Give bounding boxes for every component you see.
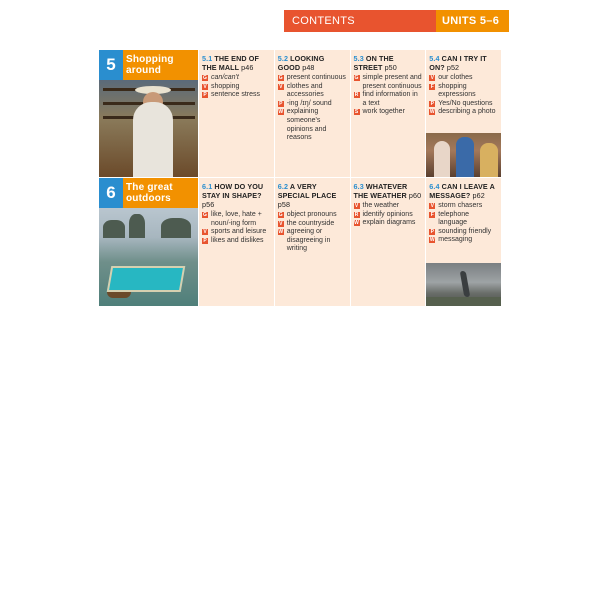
list-item: F shopping expressions — [430, 82, 476, 99]
writing-badge-icon: W — [278, 229, 284, 236]
list-item: S work together — [354, 108, 405, 116]
grammar-badge-icon: G — [203, 212, 207, 218]
lesson-6-3 — [350, 178, 426, 306]
lesson-6-4 — [425, 178, 501, 306]
lesson-6-1 — [198, 178, 274, 306]
unit-5-row — [99, 50, 501, 177]
lesson-title: 5.4 CAN I TRY IT ON? p52 — [429, 54, 487, 72]
pronunciation-badge-icon: P — [279, 100, 283, 107]
lesson-6-2 — [274, 178, 350, 306]
lesson-title: 5.1 THE END OF THE MALL p46 — [202, 54, 259, 72]
writing-badge-icon: W — [429, 109, 435, 116]
lesson-5-2 — [274, 50, 350, 177]
list-item: W agreeing or disagreeing in writing — [278, 228, 331, 253]
writing-badge-icon: W — [278, 109, 284, 116]
unit-5-label — [99, 50, 198, 177]
list-item: G present continuous — [278, 74, 346, 81]
lesson-title: 5.3 ON THE STREET p50 — [353, 54, 397, 72]
skills-badge-icon: S — [354, 109, 359, 116]
vocabulary-badge-icon: V — [430, 203, 434, 209]
vocabulary-badge-icon: V — [354, 203, 359, 209]
tornado-photo — [426, 263, 501, 306]
unit-title: The great outdoors — [123, 178, 198, 208]
unit-6-lessons — [198, 178, 501, 306]
list-item: W explain diagrams — [354, 219, 416, 227]
functional-badge-icon: F — [430, 83, 434, 90]
list-item: P -ing /ɪŋ/ sound — [279, 99, 332, 107]
reading-badge-icon: R — [354, 92, 359, 99]
unit-5-lessons — [198, 50, 501, 177]
list-item: V storm chasers — [430, 202, 483, 209]
lesson-title: 6.4 CAN I LEAVE A MESSAGE? p62 — [429, 182, 495, 200]
writing-badge-icon: W — [354, 220, 359, 227]
unit-number: 6 — [99, 178, 123, 208]
list-item: R find information in a text — [354, 91, 418, 107]
vocabulary-badge-icon: V — [203, 83, 207, 90]
reading-badge-icon: R — [354, 211, 359, 218]
unit-number: 5 — [99, 50, 123, 80]
list-item: V the weather — [354, 202, 400, 209]
list-item: P likes and dislikes — [203, 236, 264, 244]
list-item: W messaging — [429, 236, 473, 244]
list-item: V our clothes — [430, 74, 473, 81]
grammar-badge-icon: G — [278, 75, 283, 81]
pronunciation-badge-icon: P — [203, 92, 207, 99]
lesson-5-4 — [425, 50, 501, 177]
pronunciation-badge-icon: P — [430, 100, 434, 107]
lesson-title: 6.2 A VERY SPECIAL PLACE p58 — [277, 182, 337, 209]
list-item: F telephone language — [430, 210, 470, 227]
list-item: V shopping — [203, 82, 240, 90]
list-item: W explaining someone's opinions and reasons — [278, 108, 327, 142]
vocabulary-badge-icon: V — [203, 229, 207, 236]
vocabulary-badge-icon: V — [279, 83, 283, 90]
list-item: G like, love, hate + noun/-ing form — [203, 211, 262, 227]
floating-pitch-photo — [99, 208, 198, 306]
units-range-label: UNITS 5–6 — [436, 10, 509, 32]
list-item: G object pronouns — [278, 211, 337, 218]
list-item: G simple present and present continuous — [354, 74, 422, 90]
unit-6-row — [99, 178, 501, 306]
grammar-badge-icon: G — [278, 212, 283, 218]
pronunciation-badge-icon: P — [203, 237, 207, 244]
lesson-5-3 — [350, 50, 426, 177]
unit-6-label — [99, 178, 198, 306]
vocabulary-badge-icon: V — [279, 220, 283, 227]
unit-title: Shopping around — [123, 50, 198, 80]
contents-header — [284, 10, 509, 32]
list-item: W describing a photo — [429, 108, 496, 116]
lesson-title: 5.2 LOOKING GOOD p48 — [277, 54, 325, 72]
pronunciation-badge-icon: P — [430, 228, 434, 235]
list-item: V sports and leisure — [203, 228, 267, 236]
list-item: P sounding friendly — [430, 227, 492, 235]
list-item: R identify opinions — [354, 210, 413, 218]
list-item: V clothes and accessories — [279, 82, 324, 99]
vocabulary-badge-icon: V — [430, 75, 434, 81]
list-item: P sentence stress — [203, 91, 261, 99]
grammar-badge-icon: G — [203, 75, 207, 81]
functional-badge-icon: F — [430, 211, 434, 218]
lesson-title: 6.3 WHATEVER THE WEATHER p60 — [353, 182, 422, 200]
writing-badge-icon: W — [429, 237, 435, 244]
list-item: P Yes/No questions — [430, 99, 493, 107]
people-photo — [426, 133, 501, 177]
lesson-title: 6.1 HOW DO YOU STAY IN SHAPE? p56 — [202, 182, 264, 209]
list-item: G can/can't — [203, 74, 239, 81]
shopkeeper-photo — [99, 80, 198, 177]
list-item: V the countryside — [279, 219, 335, 227]
grammar-badge-icon: G — [354, 75, 359, 81]
lesson-5-1 — [198, 50, 274, 177]
contents-label: CONTENTS — [284, 10, 436, 32]
